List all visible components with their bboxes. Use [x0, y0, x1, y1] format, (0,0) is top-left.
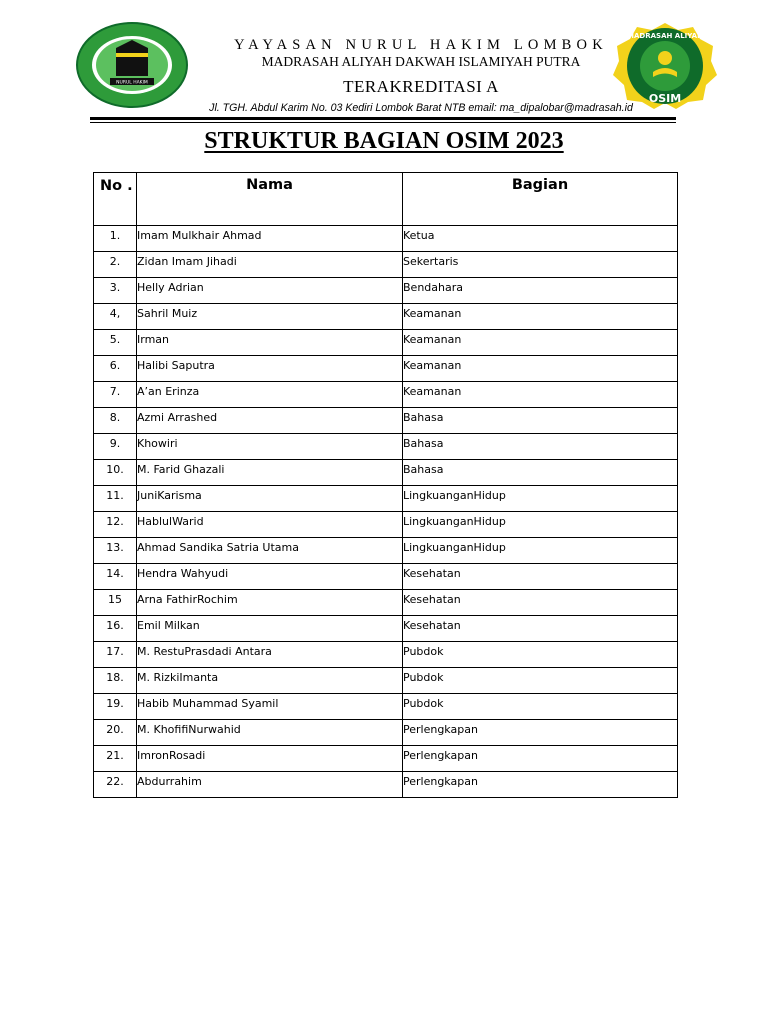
page-title: STRUKTUR BAGIAN OSIM 2023	[204, 128, 564, 154]
cell-no: 13.	[94, 538, 137, 564]
cell-bagian: Bendahara	[403, 278, 678, 304]
cell-nama: ImronRosadi	[137, 746, 403, 772]
cell-bagian: LingkuanganHidup	[403, 512, 678, 538]
cell-no: 16.	[94, 616, 137, 642]
cell-bagian: Sekertaris	[403, 252, 678, 278]
cell-no: 21.	[94, 746, 137, 772]
cell-nama: M. RestuPrasdadi Antara	[137, 642, 403, 668]
logo-right-text-top: MADRASAH ALIYAH	[627, 32, 703, 40]
table-row	[94, 694, 678, 720]
cell-bagian: LingkuanganHidup	[403, 486, 678, 512]
school-name: MADRASAH ALIYAH DAKWAH ISLAMIYAH PUTRA	[261, 54, 581, 69]
cell-no: 2.	[94, 252, 137, 278]
table-row	[94, 616, 678, 642]
cell-nama: M. KhofifiNurwahid	[137, 720, 403, 746]
table-row	[94, 772, 678, 798]
logo-right-text-bottom: OSIM	[648, 92, 682, 105]
cell-nama: A’an Erinza	[137, 382, 403, 408]
cell-bagian: Pubdok	[403, 694, 678, 720]
cell-nama: Helly Adrian	[137, 278, 403, 304]
table-row	[94, 330, 678, 356]
cell-nama: Emil Milkan	[137, 616, 403, 642]
table-row	[94, 434, 678, 460]
cell-nama: HablulWarid	[137, 512, 403, 538]
header-no: No .	[94, 173, 137, 226]
accreditation: TERAKREDITASI A	[343, 77, 499, 96]
table-row	[94, 746, 678, 772]
cell-nama: Abdurrahim	[137, 772, 403, 798]
cell-bagian: Pubdok	[403, 668, 678, 694]
cell-bagian: Bahasa	[403, 434, 678, 460]
cell-bagian: Ketua	[403, 226, 678, 252]
header-nama: Nama	[137, 173, 403, 226]
cell-no: 11.	[94, 486, 137, 512]
cell-no: 9.	[94, 434, 137, 460]
cell-nama: Ahmad Sandika Satria Utama	[137, 538, 403, 564]
cell-bagian: Bahasa	[403, 408, 678, 434]
cell-no: 8.	[94, 408, 137, 434]
foundation-name: YAYASAN NURUL HAKIM LOMBOK	[234, 37, 608, 53]
cell-nama: JuniKarisma	[137, 486, 403, 512]
cell-no: 17.	[94, 642, 137, 668]
cell-bagian: Keamanan	[403, 304, 678, 330]
cell-nama: Zidan Imam Jihadi	[137, 252, 403, 278]
table-row	[94, 668, 678, 694]
cell-nama: Hendra Wahyudi	[137, 564, 403, 590]
cell-nama: M. Farid Ghazali	[137, 460, 403, 486]
cell-no: 18.	[94, 668, 137, 694]
cell-bagian: LingkuanganHidup	[403, 538, 678, 564]
table-row	[94, 512, 678, 538]
table-row	[94, 642, 678, 668]
cell-nama: M. RizkiImanta	[137, 668, 403, 694]
cell-bagian: Kesehatan	[403, 616, 678, 642]
cell-nama: Imam Mulkhair Ahmad	[137, 226, 403, 252]
cell-bagian: Kesehatan	[403, 564, 678, 590]
letterhead-rule-thick	[90, 117, 676, 120]
cell-bagian: Keamanan	[403, 356, 678, 382]
cell-nama: Sahril Muiz	[137, 304, 403, 330]
cell-nama: Irman	[137, 330, 403, 356]
cell-bagian: Keamanan	[403, 330, 678, 356]
table-row	[94, 252, 678, 278]
table-row	[94, 356, 678, 382]
cell-no: 22.	[94, 772, 137, 798]
cell-nama: Azmi Arrashed	[137, 408, 403, 434]
letterhead	[0, 0, 768, 125]
table-row	[94, 538, 678, 564]
table-row	[94, 564, 678, 590]
cell-bagian: Perlengkapan	[403, 746, 678, 772]
table-body	[94, 226, 678, 798]
cell-no: 1.	[94, 226, 137, 252]
cell-no: 3.	[94, 278, 137, 304]
table-row	[94, 382, 678, 408]
table-row	[94, 460, 678, 486]
svg-text:NURUL HAKIM: NURUL HAKIM	[116, 80, 148, 86]
cell-no: 19.	[94, 694, 137, 720]
cell-nama: Habib Muhammad Syamil	[137, 694, 403, 720]
cell-no: 12.	[94, 512, 137, 538]
header-bagian: Bagian	[403, 173, 678, 226]
cell-bagian: Bahasa	[403, 460, 678, 486]
osim-structure-table	[93, 172, 678, 798]
cell-no: 20.	[94, 720, 137, 746]
cell-bagian: Perlengkapan	[403, 772, 678, 798]
cell-no: 10.	[94, 460, 137, 486]
table-row	[94, 226, 678, 252]
cell-bagian: Keamanan	[403, 382, 678, 408]
cell-bagian: Perlengkapan	[403, 720, 678, 746]
cell-no: 15	[94, 590, 137, 616]
table-row	[94, 590, 678, 616]
cell-bagian: Pubdok	[403, 642, 678, 668]
table-row	[94, 408, 678, 434]
cell-no: 6.	[94, 356, 137, 382]
yayasan-logo-icon	[76, 22, 188, 108]
table-row	[94, 720, 678, 746]
table-header-row	[94, 173, 678, 226]
cell-no: 5.	[94, 330, 137, 356]
school-address: Jl. TGH. Abdul Karim No. 03 Kediri Lombok Barat NTB email: ma_dipalobar@madrasah.id	[209, 102, 633, 114]
cell-no: 14.	[94, 564, 137, 590]
table-row	[94, 278, 678, 304]
cell-bagian: Kesehatan	[403, 590, 678, 616]
cell-nama: Khowiri	[137, 434, 403, 460]
cell-nama: Arna FathirRochim	[137, 590, 403, 616]
cell-no: 4,	[94, 304, 137, 330]
table-row	[94, 486, 678, 512]
letterhead-rule-thin	[90, 122, 676, 123]
cell-no: 7.	[94, 382, 137, 408]
table-row	[94, 304, 678, 330]
cell-nama: Halibi Saputra	[137, 356, 403, 382]
